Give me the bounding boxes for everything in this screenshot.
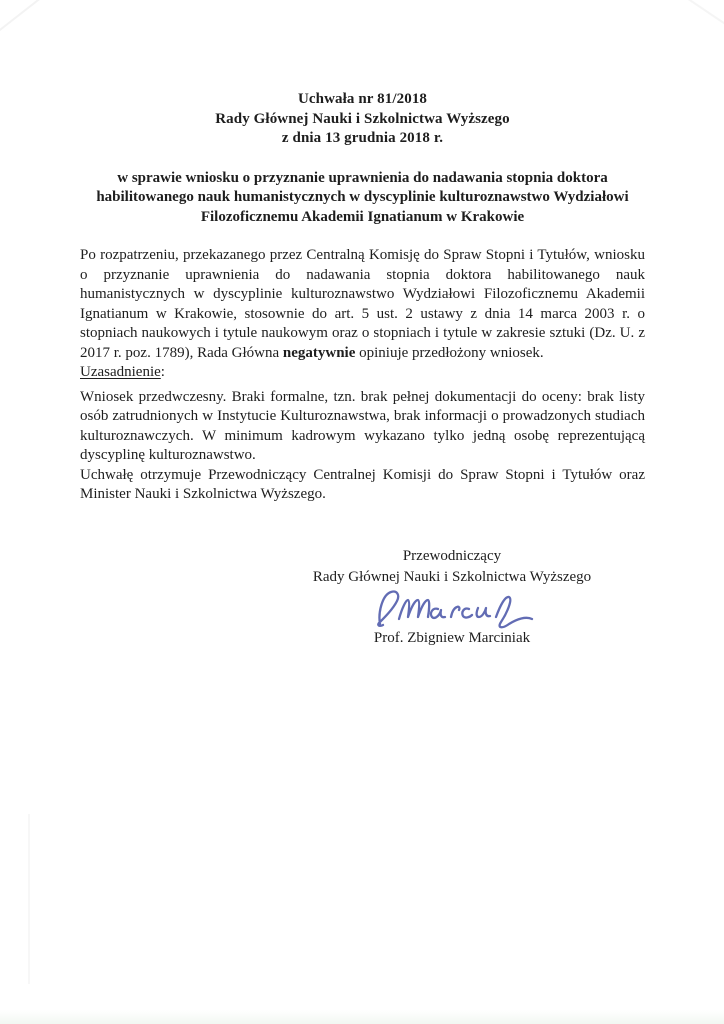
- scan-artifact-top-right: [666, 0, 724, 39]
- handwritten-signature-stroke: [378, 591, 532, 627]
- section-heading-colon: :: [160, 364, 165, 380]
- body-paragraph-recipients: Uchwałę otrzymuje Przewodniczący Centralnej Komisji do Spraw Stopni i Tytułów oraz Minister Nauki i Szkolnictwa Wyższego.: [80, 466, 645, 502]
- scan-artifact-top-left: [0, 0, 55, 43]
- scan-artifact-bottom-tint: [0, 1010, 724, 1024]
- body-paragraph-decision: [80, 246, 645, 363]
- decision-text-after: opiniuje przedłożony wniosek.: [355, 344, 544, 361]
- signature-role-line-2: Rady Głównej Nauki i Szkolnictwa Wyższego: [312, 568, 592, 585]
- document-content: [80, 90, 645, 649]
- signature-block: [292, 546, 612, 649]
- negative-opinion-emphasis: negatywnie: [282, 344, 356, 361]
- title-line-resolution-number: Uchwała nr 81/2018: [297, 91, 428, 107]
- title-line-council-name: Rady Głównej Nauki i Szkolnictwa Wyższego: [215, 110, 510, 127]
- signer-name: Prof. Zbigniew Marciniak: [373, 629, 531, 646]
- signature-role-line-1: Przewodniczący: [402, 547, 502, 564]
- body-paragraph-justification: Wniosek przedwczesny. Braki formalne, tzn. brak pełnej dokumentacji do oceny: brak listy osób zatrudnionych w Instytucie Kulturoznawstwa, brak informacji o prowadzonych studiach kulturoznawczych. W minimum kadrowym wykazano tylko jedną osobę reprezentującą dyscyplinę kulturoznawstwo.: [80, 388, 645, 463]
- title-line-date: z dnia 13 grudnia 2018 r.: [281, 130, 444, 146]
- subject-heading: w sprawie wniosku o przyznanie uprawnienia do nadawania stopnia doktora habilitowanego nauk humanistycznych w dyscyplinie kulturoznawstwo Wydziałowi Filozoficznemu Akademii Ignatianum w Krakowie: [96, 169, 629, 225]
- document-title: [80, 90, 645, 149]
- decision-text-before: Po rozpatrzeniu, przekazanego przez Centralną Komisję do Spraw Stopni i Tytułów, wniosku o przyznanie uprawnienia do nadawania stopnia doktora habilitowanego nauk humanistycznych w dyscyplinie kulturoznawstwo Wydziałowi Filozoficznemu Akademii Ignatianum w Krakowie, stosownie do art. 5 ust. 2 ustawy z dnia 14 marca 2003 r. o stopniach naukowych i tytule naukowym oraz o stopniach i tytule w zakresie sztuki (Dz. U. z 2017 r. poz. 1789), Rada Główna: [80, 247, 645, 361]
- section-heading-justification: [80, 363, 645, 383]
- scan-artifact-bottom-left: [28, 814, 30, 984]
- section-heading-word: Uzasadnienie: [80, 364, 161, 380]
